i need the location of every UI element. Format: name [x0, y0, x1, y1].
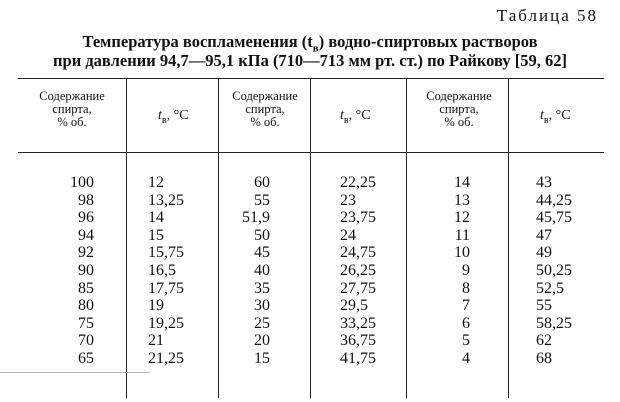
table-cell: 5	[462, 332, 470, 350]
table-cell: 43	[536, 174, 552, 191]
table-cell: 45	[254, 244, 270, 262]
table-cell: 17,75	[148, 279, 184, 297]
table-cell: 55	[254, 191, 270, 209]
table-cell: 13,25	[148, 191, 184, 209]
table-cell: 58,25	[536, 314, 572, 332]
table-cell: 65	[78, 349, 94, 367]
table-caption: Таблица 58	[496, 6, 598, 25]
table-cell: 45,75	[536, 209, 572, 227]
table-cell: 55	[536, 297, 552, 315]
table-cell: 24	[340, 226, 356, 244]
table-cell: 41,75	[340, 349, 376, 367]
table-cell: 44,25	[536, 191, 572, 209]
table-cell: 4	[462, 349, 470, 367]
table-cell: 15,75	[148, 244, 184, 262]
table-cell: 29,5	[340, 297, 368, 315]
table-cell: 96	[78, 209, 94, 227]
table-cell: 47	[536, 226, 552, 244]
header-content-2: Содержание спирта, % об.	[232, 89, 298, 129]
table-cell: 100	[70, 174, 94, 191]
content-column-1	[60, 174, 94, 368]
table-cell: 7	[462, 297, 470, 315]
table-cell: 9	[462, 261, 470, 279]
column-divider	[126, 78, 127, 398]
table-cell: 49	[536, 244, 552, 262]
table-cell: 19	[148, 297, 164, 315]
header-temp-2: $t_в$, °С	[340, 108, 371, 126]
table-cell: 25	[254, 314, 270, 332]
table-cell: 23	[340, 191, 356, 209]
table-cell: 90	[78, 261, 94, 279]
table-top-rule	[18, 78, 604, 79]
header-content-1: Содержание спирта, % об.	[39, 89, 105, 129]
table-cell: 26,25	[340, 261, 376, 279]
column-divider	[218, 78, 219, 398]
table-cell: 98	[78, 191, 94, 209]
table-cell: 40	[254, 261, 270, 279]
column-divider	[508, 78, 509, 398]
table-cell: 50	[254, 226, 270, 244]
table-cell: 12	[454, 209, 470, 227]
table-cell: 24,75	[340, 244, 376, 262]
footer-rule	[0, 372, 150, 373]
table-cell: 13	[454, 191, 470, 209]
table-cell: 6	[462, 314, 470, 332]
table-cell: 16,5	[148, 261, 176, 279]
table-cell: 62	[536, 332, 552, 350]
title-text-start: Температура воспламенения (t	[82, 32, 313, 51]
column-divider	[406, 78, 407, 398]
header-content-3: Содержание спирта, % об.	[426, 89, 492, 129]
table-cell: 10	[454, 244, 470, 262]
table-cell: 12	[148, 174, 164, 191]
table-cell: 80	[78, 297, 94, 315]
table-cell: 50,25	[536, 261, 572, 279]
table-cell: 70	[78, 332, 94, 350]
temp-column-1	[148, 174, 184, 368]
table-cell: 23,75	[340, 209, 376, 227]
column-divider	[310, 78, 311, 398]
content-column-3	[430, 174, 470, 368]
table-cell: 94	[78, 226, 94, 244]
content-column-2	[230, 174, 270, 368]
table-cell: 21	[148, 332, 164, 350]
table-cell: 11	[454, 226, 470, 244]
table-cell: 51,9	[242, 209, 270, 227]
table-cell: 92	[78, 244, 94, 262]
table-cell: 27,75	[340, 279, 376, 297]
table-header-rule	[18, 152, 604, 153]
table-cell: 15	[254, 349, 270, 367]
table-cell: 14	[454, 174, 470, 191]
table-cell: 21,25	[148, 349, 184, 367]
title-subscript: в	[312, 42, 319, 55]
table-cell: 85	[78, 279, 94, 297]
table-cell: 22,25	[340, 174, 376, 191]
header-temp-3: $t_в$, °С	[540, 108, 571, 126]
table-cell: 15	[148, 226, 164, 244]
table-cell: 68	[536, 349, 552, 367]
table-title-line2: при давлении 94,7—95,1 кПа (710—713 мм рт. ст.) по Райкову [59, 62]	[53, 51, 567, 70]
table-cell: 19,25	[148, 314, 184, 332]
table-cell: 20	[254, 332, 270, 350]
header-temp-1: $t_в$, °С	[158, 108, 189, 126]
table-cell: 33,25	[340, 314, 376, 332]
table-cell: 8	[462, 279, 470, 297]
table-cell: 52,5	[536, 279, 564, 297]
table-cell: 36,75	[340, 332, 376, 350]
title-text-end: ) водно-спиртовых растворов	[318, 32, 538, 51]
table-cell: 30	[254, 297, 270, 315]
table-cell: 14	[148, 209, 164, 227]
table-cell: 35	[254, 279, 270, 297]
table-cell: 75	[78, 314, 94, 332]
temp-column-2	[340, 174, 376, 368]
table-cell: 60	[254, 174, 270, 191]
temp-column-3	[536, 174, 572, 368]
